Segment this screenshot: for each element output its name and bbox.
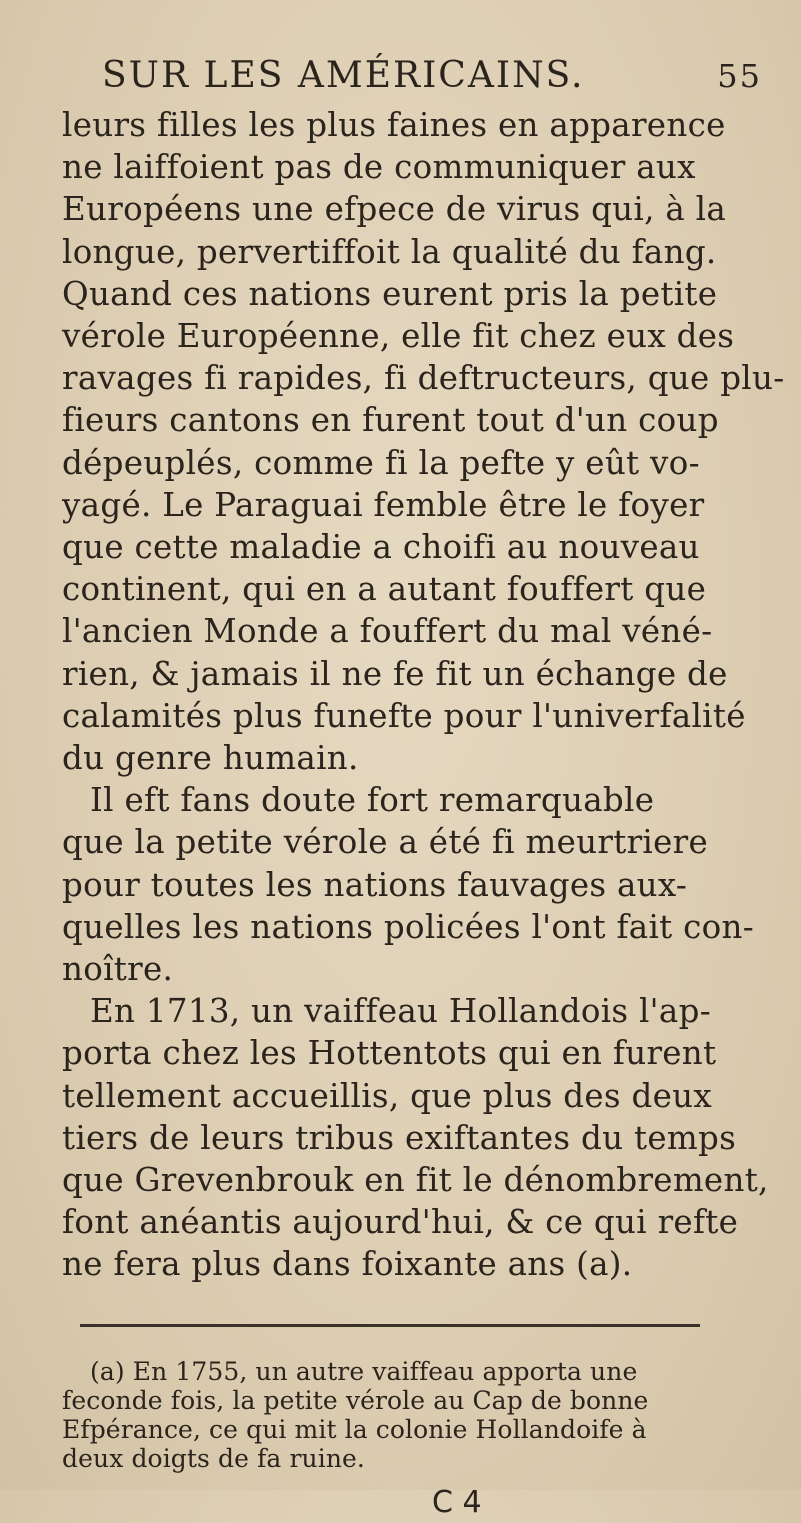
text-line: du genre humain. [62, 739, 359, 778]
footnote-divider [80, 1324, 700, 1327]
text-line: noître. [62, 950, 174, 989]
page-number: 55 [717, 57, 762, 95]
text-line: l'ancien Monde a fouffert du mal véné- [62, 612, 713, 651]
text-line: Européens une efpece de virus qui, à la [62, 190, 727, 229]
text-line: que Grevenbrouk en fit le dénombrement, [62, 1161, 769, 1200]
text-line: font anéantis aujourd'hui, & ce qui refte [62, 1203, 739, 1242]
footnote-line: (a) En 1755, un autre vaiffeau apporta une [90, 1356, 638, 1386]
running-title: SUR LES AMÉRICAINS. [102, 55, 585, 96]
text-line: calamités plus funefte pour l'univerfalité [62, 696, 746, 735]
text-line: pour toutes les nations fauvages aux- [62, 865, 688, 904]
text-line: longue, pervertiffoit la qualité du fang. [62, 232, 717, 271]
footnote-line: deux doigts de fa ruine. [62, 1443, 365, 1473]
text-line: dépeuplés, comme fi la pefte y eût vo- [62, 443, 700, 482]
text-line: tellement accueillis, que plus des deux [62, 1076, 713, 1115]
footnote-line: Efpérance, ce qui mit la colonie Hollandoife à [62, 1414, 647, 1444]
text-line: porta chez les Hottentots qui en furent [62, 1034, 717, 1073]
text-line: ne fera plus dans foixante ans (a). [62, 1245, 633, 1284]
main-text [62, 104, 785, 1286]
text-line: quelles les nations policées l'ont fait con- [62, 907, 755, 946]
running-head [62, 52, 762, 100]
footnote-line: feconde fois, la petite vérole au Cap de bonne [62, 1385, 649, 1415]
text-line: En 1713, un vaiffeau Hollandois l'ap- [90, 992, 711, 1031]
text-line: ravages fi rapides, fi deftructeurs, que plu- [62, 359, 785, 398]
footnote [62, 1357, 742, 1473]
text-line: ne laiffoient pas de communiquer aux [62, 148, 696, 187]
text-line: Quand ces nations eurent pris la petite [62, 274, 718, 313]
text-line: vérole Européenne, elle fit chez eux des [62, 317, 735, 356]
text-line: rien, & jamais il ne fe fit un échange de [62, 654, 728, 693]
text-line: que la petite vérole a été fi meurtriere [62, 823, 709, 862]
text-line: Il eft fans doute fort remarquable [90, 781, 655, 820]
text-line: fieurs cantons en furent tout d'un coup [62, 401, 719, 440]
text-line: que cette maladie a choifi au nouveau [62, 528, 700, 567]
text-line: tiers de leurs tribus exiftantes du temps [62, 1118, 737, 1157]
text-line: yagé. Le Paraguai femble être le foyer [62, 485, 705, 524]
text-line: leurs filles les plus faines en apparence [62, 106, 726, 144]
book-page [62, 52, 785, 1523]
text-line: continent, qui en a autant fouffert que [62, 570, 707, 609]
signature-mark: C 4 [432, 1484, 482, 1520]
